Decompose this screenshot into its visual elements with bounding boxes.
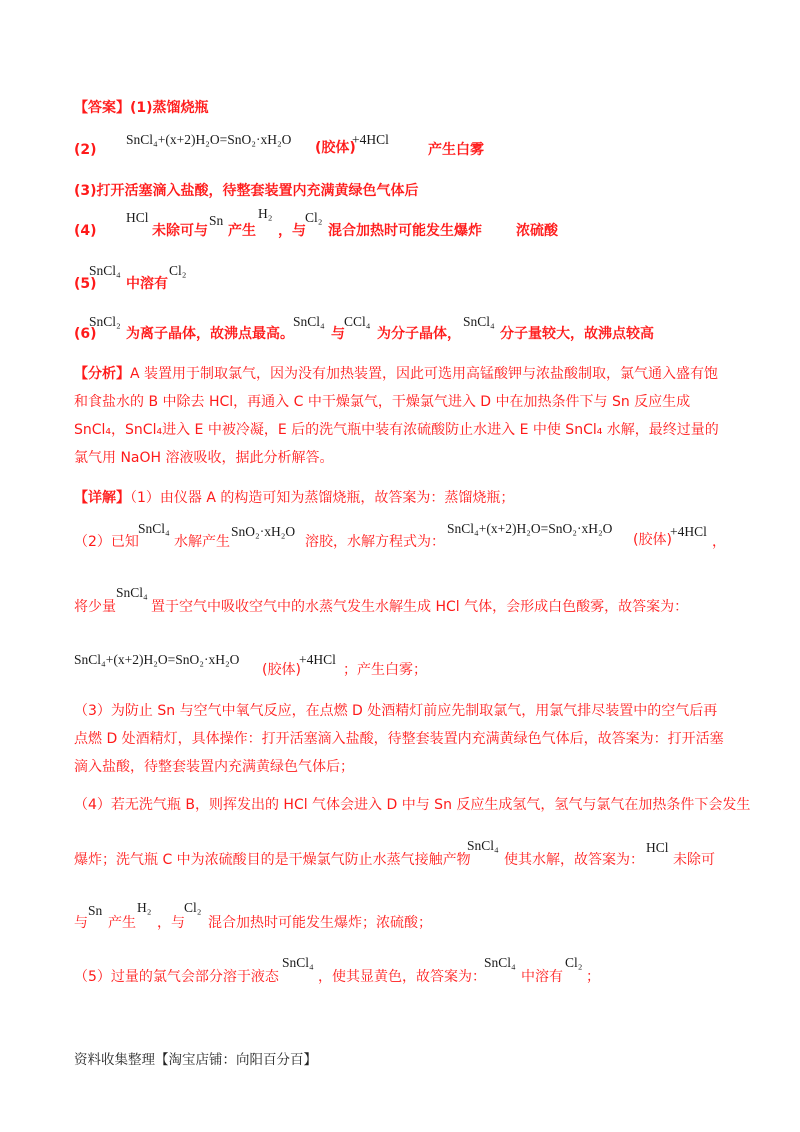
detail-tag: 【详解】 (74, 490, 130, 506)
answer-6-text-2: 与 (331, 326, 345, 342)
answer-6-text-3: 为分子晶体， (377, 326, 461, 342)
answer-6-label: (6) (74, 326, 97, 342)
detail-2b-sncl4: SnCl₄ (116, 585, 148, 600)
analysis-text: A 装置用于制取氯气，因为没有加热装置，因此可选用高锰酸钾与浓盐酸制取，氯气通入盛有饱和食盐水的 B 中除去 HCl，再通入 C 中干燥氯气，干燥氯气进入 D 中在加热条件下与 Sn 反应生成 SnCl₄，SnCl₄进入 E 中被冷凝，E 后的洗气瓶中装有浓硫酸防止水进入 E 中使 SnCl₄ 水解，最终过量的氯气用 NaOH 溶液吸收，据此分析解答。 (74, 366, 719, 466)
detail-2-colloid: (胶体) (633, 532, 672, 548)
answer-5-text-1: 中溶有 (126, 276, 168, 292)
detail-4b-text-2: 使其水解，故答案为： (504, 852, 644, 868)
detail-2c-text-1: ；产生白雾； (343, 662, 427, 678)
detail-2-sno2: SnO₂·xH₂O (231, 524, 296, 539)
detail-4b-text-3: 未除可 (673, 852, 715, 868)
answer-2-equation: SnCl₄+(x+2)H₂O=SnO₂·xH₂O (126, 132, 292, 147)
detail-5-end: ； (586, 969, 600, 985)
detail-5-text-1: （5）过量的氯气会部分溶于液态 (74, 969, 279, 985)
answer-4-text-2: 产生 (228, 223, 256, 239)
answer-6-sncl4-b: SnCl₄ (463, 314, 495, 329)
answer-4-text-3: ，与 (278, 223, 306, 239)
detail-2-text-1: （2）已知 (74, 534, 139, 550)
detail-2-sncl4: SnCl₄ (138, 521, 170, 536)
answer-6-text-4: 分子量较大，故沸点较高 (500, 326, 654, 342)
answer-5-label: (5) (74, 276, 97, 292)
detail-2-text-2: 水解产生 (174, 534, 230, 550)
detail-4c-h2: H₂ (137, 900, 152, 915)
answer-4-h2: H₂ (258, 206, 273, 221)
detail-2c-colloid: (胶体) (262, 662, 301, 678)
detail-5-sncl4-b: SnCl₄ (484, 955, 516, 970)
analysis-tag: 【分析】 (74, 366, 130, 382)
answer-6-ccl4: CCl₄ (344, 314, 371, 329)
detail-4c-text-2: 产生 (108, 915, 136, 931)
detail-2c-equation: SnCl₄+(x+2)H₂O=SnO₂·xH₂O (74, 652, 240, 667)
detail-2-end: ， (712, 534, 726, 550)
detail-2b-text-2: 置于空气中吸收空气中的水蒸气发生水解生成 HCl 气体，会形成白色酸雾，故答案为： (151, 599, 689, 615)
answer-2-phenomenon: 产生白雾 (428, 142, 484, 158)
detail-line-1 (74, 488, 514, 508)
answer-6-text-1: 为离子晶体，故沸点最高。 (126, 326, 294, 342)
detail-5-sncl4: SnCl₄ (282, 955, 314, 970)
detail-2-text-3: 溶胶，水解方程式为： (305, 534, 445, 550)
answer-5-sncl4: SnCl₄ (89, 263, 121, 278)
detail-4c-sn: Sn (88, 903, 103, 918)
answer-2-hcl: +4HCl (352, 132, 389, 147)
answer-line-1 (74, 98, 209, 118)
detail-2c-hcl: +4HCl (299, 652, 336, 667)
detail-2b-text-1: 将少量 (74, 599, 116, 615)
answer-4-hcl: HCl (126, 210, 149, 225)
detail-4c-cl2: Cl₂ (184, 900, 202, 915)
detail-4a: （4）若无洗气瓶 B，则挥发出的 HCl 气体会进入 D 中与 Sn 反应生成氢气，氢气与氯气在加热条件下会发生 (74, 797, 751, 813)
answer-2-colloid: (胶体) (315, 140, 356, 156)
detail-4c-text-1: 与 (74, 915, 88, 931)
detail-4b-text-1: 爆炸；洗气瓶 C 中为浓硫酸目的是干燥氯气防止水蒸气接触产物 (74, 852, 471, 868)
answer-4-text-4: 混合加热时可能发生爆炸 (328, 223, 482, 239)
answer-5-cl2: Cl₂ (169, 263, 187, 278)
answer-3: (3)打开活塞滴入盐酸，待整套装置内充满黄绿色气体后 (74, 183, 419, 199)
detail-2-hcl: +4HCl (670, 524, 707, 539)
detail-1: （1）由仪器 A 的构造可知为蒸馏烧瓶，故答案为：蒸馏烧瓶； (130, 490, 515, 506)
detail-4c-text-4: 混合加热时可能发生爆炸；浓硫酸； (208, 915, 432, 931)
detail-4c-text-3: ，与 (157, 915, 185, 931)
detail-4b-sncl4: SnCl₄ (467, 838, 499, 853)
page-footer: 资料收集整理【淘宝店铺：向阳百分百】 (74, 1052, 317, 1068)
detail-5-text-3: 中溶有 (521, 969, 563, 985)
answer-1: (1)蒸馏烧瓶 (130, 100, 209, 116)
answer-4-sn: Sn (209, 213, 224, 228)
answer-6-sncl4: SnCl₄ (293, 314, 325, 329)
analysis-paragraph (74, 360, 730, 472)
detail-4b-hcl: HCl (646, 840, 669, 855)
detail-5-cl2: Cl₂ (565, 955, 583, 970)
answer-4-cl2: Cl₂ (305, 210, 323, 225)
answer-2-label: (2) (74, 142, 97, 158)
answer-4-text-1: 未除可与 (152, 223, 208, 239)
answer-4-acid: 浓硫酸 (516, 223, 558, 239)
detail-3: （3）为防止 Sn 与空气中氧气反应，在点燃 D 处酒精灯前应先制取氯气，用氯气排尽装置中的空气后再点燃 D 处酒精灯，具体操作：打开活塞滴入盐酸，待整套装置内充满黄绿色气体后，故答案为：打开活塞滴入盐酸，待整套装置内充满黄绿色气体后； (74, 703, 724, 775)
detail-5-text-2: ，使其显黄色，故答案为： (318, 969, 486, 985)
answer-6-sncl2: SnCl₂ (89, 314, 121, 329)
answer-4-label: (4) (74, 223, 97, 239)
detail-2-equation: SnCl₄+(x+2)H₂O=SnO₂·xH₂O (447, 521, 613, 536)
answer-tag: 【答案】 (74, 100, 130, 116)
